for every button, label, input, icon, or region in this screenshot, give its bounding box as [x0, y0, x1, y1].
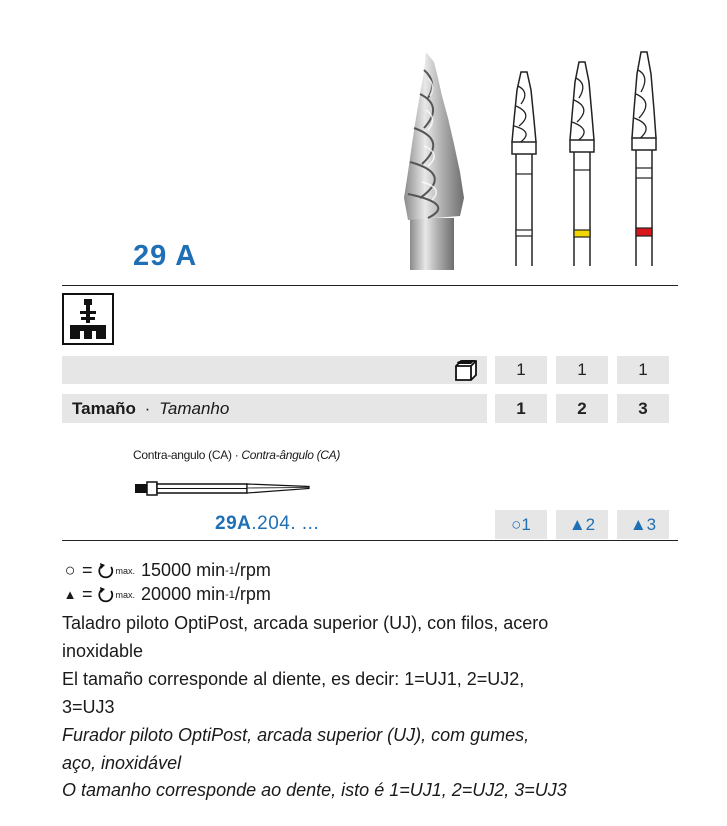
speed-legend-2: [62, 584, 271, 605]
legend-speed: 20000: [141, 584, 192, 604]
legend-speed: 15000: [141, 560, 192, 580]
legend-unit-exponent: -1: [225, 588, 235, 601]
size-value-2: 2: [556, 394, 608, 423]
legend-max: max.: [115, 589, 136, 600]
packaging-qty-3: 1: [617, 356, 669, 384]
packaging-qty-1: 1: [495, 356, 547, 384]
description-es-2: inoxidable: [62, 641, 144, 661]
order-code-rest: .204. ...: [251, 513, 320, 534]
color-ring-white: [516, 230, 532, 236]
color-ring-red: [636, 228, 652, 236]
legend-unit: min: [196, 560, 226, 580]
handpiece-label-pt: Contra-ângulo (CA): [241, 448, 341, 462]
handpiece-label-separator: ·: [231, 448, 242, 462]
description-es-1: Taladro piloto OptiPost, arcada superior (UJ), con filos, acero: [62, 613, 549, 633]
description-es-4: 3=UJ3: [62, 697, 115, 717]
description-es-3: El tamaño corresponde al diente, es decir: 1=UJ1, 2=UJ2,: [62, 669, 525, 689]
rotation-icon: [97, 586, 115, 604]
legend-symbol-circle: ○: [64, 560, 76, 580]
size-label-pt: Tamanho: [159, 399, 230, 418]
description-pt-3: O tamanho corresponde ao dente, isto é 1=UJ1, 2=UJ2, 3=UJ3: [62, 780, 567, 800]
legend-equals: =: [82, 584, 93, 604]
bottom-divider: [62, 540, 678, 541]
drill-size-3-drawing: [624, 50, 664, 266]
legend-equals: =: [82, 560, 93, 580]
legend-max: max.: [115, 565, 136, 576]
legend-unit-exponent: -1: [225, 564, 235, 577]
order-variant-2: ▲2: [556, 510, 608, 539]
order-variant-3: ▲3: [617, 510, 669, 539]
description-pt-2: aço, inoxidável: [62, 753, 182, 773]
legend-symbol-triangle: ▲: [63, 587, 77, 602]
tooth-drill-usage-icon: [62, 293, 114, 345]
rotation-icon: [97, 562, 115, 580]
size-value-3: 3: [617, 394, 669, 423]
handpiece-label-es: Contra-angulo (CA): [133, 448, 232, 462]
size-label-es: Tamaño: [72, 399, 136, 418]
order-code-bold: 29A: [215, 513, 252, 534]
handpiece-label: [133, 448, 340, 462]
description-pt-1: Furador piloto OptiPost, arcada superior (UJ), com gumes,: [62, 725, 530, 745]
package-box-icon: [453, 359, 479, 381]
top-divider: [62, 285, 678, 286]
contra-angle-handpiece-icon: [133, 478, 311, 498]
packaging-qty-2: 1: [556, 356, 608, 384]
drill-size-1-drawing: [504, 70, 544, 266]
size-label-separator: ·: [144, 399, 151, 418]
legend-unit: min: [196, 584, 226, 604]
pilot-drill-photo: [398, 48, 476, 270]
order-variant-1: ○1: [495, 510, 547, 539]
packaging-row-band: [62, 356, 487, 384]
speed-legend-1: [62, 560, 271, 581]
drill-size-2-drawing: [562, 60, 602, 266]
color-ring-yellow: [574, 230, 590, 237]
size-row-label: [72, 399, 229, 419]
legend-unit-rpm: /rpm: [234, 584, 271, 604]
size-value-1: 1: [495, 394, 547, 423]
legend-unit-rpm: /rpm: [234, 560, 271, 580]
order-code: [215, 513, 319, 535]
product-code: 29 A: [133, 240, 198, 272]
